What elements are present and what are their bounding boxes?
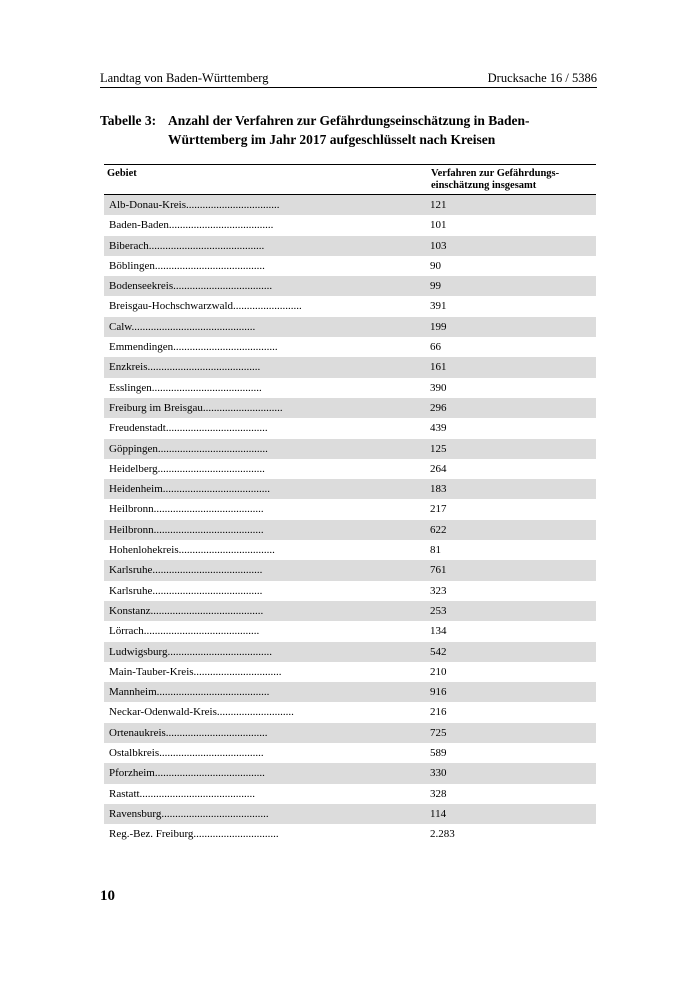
region-name: Esslingen........................................ xyxy=(109,381,262,394)
procedure-count: 916 xyxy=(430,686,447,699)
procedure-count: 99 xyxy=(430,280,441,293)
page-number: 10 xyxy=(100,888,115,904)
table-row xyxy=(104,378,596,398)
procedure-count: 103 xyxy=(430,239,447,252)
procedure-count: 391 xyxy=(430,300,447,313)
region-name: Lörrach.......................................... xyxy=(109,625,260,638)
procedure-count: 589 xyxy=(430,747,447,760)
procedure-count: 210 xyxy=(430,665,447,678)
table-row xyxy=(104,398,596,418)
region-name: Pforzheim........................................ xyxy=(109,767,265,780)
region-name: Rastatt.......................................... xyxy=(109,787,256,800)
table-title: Anzahl der Verfahren zur Gefährdungseinschätzung in Baden-Württemberg im Jahr 2017 aufgeschlüsselt nach Kreisen xyxy=(168,113,530,147)
region-name: Biberach.......................................... xyxy=(109,239,265,252)
header-document-number: Drucksache 16 / 5386 xyxy=(487,71,597,85)
table-row xyxy=(104,702,596,722)
procedure-count: 101 xyxy=(430,219,447,232)
region-name: Ravensburg....................................... xyxy=(109,807,269,820)
procedure-count: 90 xyxy=(430,259,441,272)
column-header-region: Gebiet xyxy=(107,168,137,179)
region-name: Neckar-Odenwald-Kreis............................ xyxy=(109,706,294,719)
table-row xyxy=(104,763,596,783)
region-name: Heidelberg....................................... xyxy=(109,462,265,475)
procedure-count: 622 xyxy=(430,523,447,536)
table-row xyxy=(104,215,596,235)
procedure-count: 725 xyxy=(430,726,447,739)
table-row xyxy=(104,337,596,357)
header-parliament: Landtag von Baden-Württemberg xyxy=(100,71,269,85)
table-row xyxy=(104,540,596,560)
region-name: Konstanz......................................... xyxy=(109,604,264,617)
table-row xyxy=(104,560,596,580)
table-row xyxy=(104,581,596,601)
region-name: Böblingen........................................ xyxy=(109,259,265,272)
table-row xyxy=(104,256,596,276)
table-row xyxy=(104,621,596,641)
procedure-count: 66 xyxy=(430,341,441,354)
procedure-count: 439 xyxy=(430,422,447,435)
table-row xyxy=(104,418,596,438)
procedure-count: 330 xyxy=(430,767,447,780)
region-name: Enzkreis......................................... xyxy=(109,361,261,374)
procedure-count: 161 xyxy=(430,361,447,374)
region-name: Freudenstadt..................................... xyxy=(109,422,268,435)
region-name: Baden-Baden...................................... xyxy=(109,219,274,232)
table-row xyxy=(104,317,596,337)
region-name: Ludwigsburg...................................... xyxy=(109,645,272,658)
region-name: Mannheim......................................... xyxy=(109,686,270,699)
table-row xyxy=(104,439,596,459)
region-name: Heilbronn........................................ xyxy=(109,503,264,516)
procedure-count: 183 xyxy=(430,483,447,496)
table-row xyxy=(104,662,596,682)
procedure-count: 542 xyxy=(430,645,447,658)
table-row xyxy=(104,357,596,377)
table-row xyxy=(104,743,596,763)
table-row xyxy=(104,276,596,296)
table-row xyxy=(104,804,596,824)
procedure-count: 264 xyxy=(430,462,447,475)
procedure-count: 328 xyxy=(430,787,447,800)
table-caption xyxy=(100,111,597,149)
procedure-count: 121 xyxy=(430,199,447,211)
procedure-count: 253 xyxy=(430,604,447,617)
region-name: Heilbronn........................................ xyxy=(109,523,264,536)
region-name: Ortenaukreis..................................... xyxy=(109,726,268,739)
table-row xyxy=(104,195,596,215)
table-row xyxy=(104,499,596,519)
table-row xyxy=(104,784,596,804)
region-name: Bodenseekreis.................................... xyxy=(109,280,273,293)
region-name: Ostalbkreis...................................... xyxy=(109,747,264,760)
procedure-count: 216 xyxy=(430,706,447,719)
region-name: Freiburg im Breisgau............................. xyxy=(109,401,283,414)
table-row xyxy=(104,682,596,702)
column-header-count-line1: Verfahren zur Gefährdungs- xyxy=(431,168,560,179)
procedure-count: 134 xyxy=(430,625,447,638)
region-name: Heidenheim....................................... xyxy=(109,483,271,496)
table-row xyxy=(104,479,596,499)
region-name: Calw............................................. xyxy=(109,320,256,333)
procedure-count: 217 xyxy=(430,503,447,516)
procedure-count: 125 xyxy=(430,442,447,455)
table-row xyxy=(104,296,596,316)
region-name: Breisgau-Hochschwarzwald......................... xyxy=(109,300,302,313)
procedure-count: 390 xyxy=(430,381,447,394)
procedure-count: 199 xyxy=(430,320,447,333)
table-row xyxy=(104,236,596,256)
region-name: Emmendingen...................................... xyxy=(109,341,278,354)
region-name: Alb-Donau-Kreis.................................. xyxy=(109,199,280,211)
region-name: Göppingen........................................ xyxy=(109,442,268,455)
procedure-count: 114 xyxy=(430,807,447,820)
region-name: Reg.-Bez. Freiburg............................... xyxy=(109,828,279,841)
data-table xyxy=(104,164,596,845)
procedure-count: 2.283 xyxy=(430,828,455,841)
procedure-count: 761 xyxy=(430,564,447,577)
region-name: Karlsruhe........................................ xyxy=(109,584,263,597)
table-body xyxy=(104,195,596,845)
procedure-count: 323 xyxy=(430,584,447,597)
region-name: Karlsruhe........................................ xyxy=(109,564,263,577)
region-name: Hohenlohekreis................................... xyxy=(109,544,275,557)
table-row xyxy=(104,824,596,844)
page-header xyxy=(100,70,597,88)
table-row xyxy=(104,459,596,479)
procedure-count: 81 xyxy=(430,544,441,557)
table-row xyxy=(104,601,596,621)
table-number: Tabelle 3: xyxy=(100,113,157,128)
table-row xyxy=(104,723,596,743)
table-row xyxy=(104,642,596,662)
column-header-count xyxy=(431,168,559,192)
table-header xyxy=(104,165,596,195)
column-header-count-line2: einschätzung insgesamt xyxy=(431,180,537,191)
table-row xyxy=(104,520,596,540)
region-name: Main-Tauber-Kreis................................ xyxy=(109,665,282,678)
procedure-count: 296 xyxy=(430,401,447,414)
